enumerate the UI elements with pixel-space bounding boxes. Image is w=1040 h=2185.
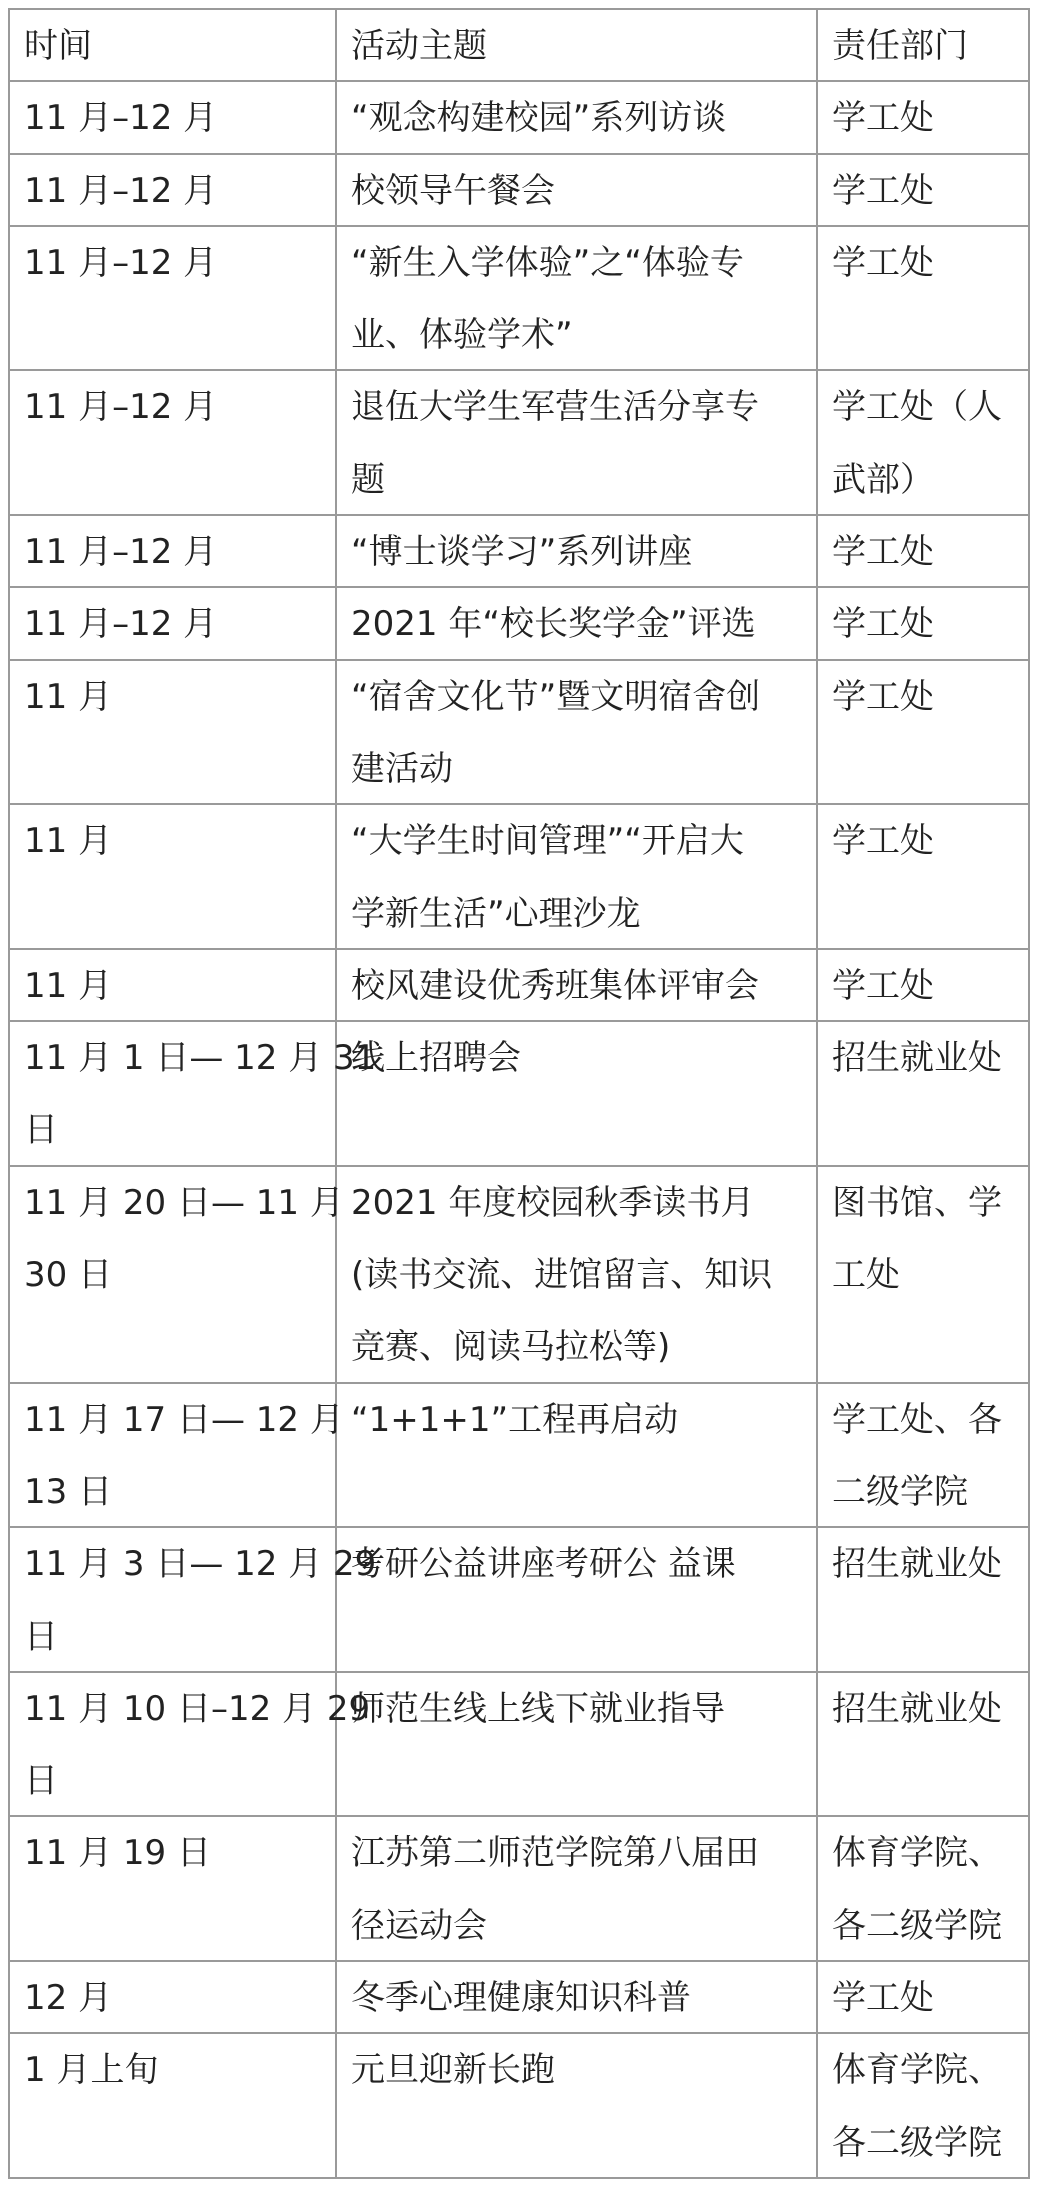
cell-text-line: 师范生线上线下就业指导	[351, 1688, 725, 1729]
cell-text-line: 退伍大学生军营生活分享专	[351, 387, 759, 428]
topic-cell	[337, 1962, 818, 2032]
table-row	[10, 82, 1030, 154]
table-row	[10, 1384, 1030, 1529]
cell-text-line: 11 月 10 日–12 月 29	[24, 1688, 371, 1729]
cell-text-line: 学工处	[832, 676, 934, 717]
time-cell	[10, 950, 337, 1020]
time-cell	[10, 1528, 377, 1671]
cell-text-line: “宿舍文化节”暨文明宿舍创	[351, 676, 761, 717]
time-cell	[10, 371, 337, 514]
table-row	[10, 1167, 1030, 1384]
table-row	[10, 1962, 1030, 2034]
cell-text-line: 江苏第二师范学院第八届田	[351, 1833, 759, 1874]
topic-cell	[337, 950, 818, 1020]
table-row	[10, 516, 1030, 588]
cell-text-line: “大学生时间管理”“开启大	[351, 821, 744, 862]
time-cell	[10, 227, 337, 370]
cell-text-line: 11 月 19 日	[24, 1833, 211, 1874]
topic-cell	[337, 82, 818, 152]
cell-text-line: 11 月–12 月	[24, 532, 218, 573]
cell-text-line: 二级学院	[832, 1471, 968, 1512]
cell-text-line: 11 月	[24, 821, 113, 862]
cell-text-line: 招生就业处	[832, 1544, 1002, 1585]
cell-text-line: 学工处	[832, 821, 934, 862]
header-cell-time	[10, 10, 337, 80]
cell-text-line: 11 月–12 月	[24, 170, 218, 211]
cell-text-line: 30 日	[24, 1255, 113, 1296]
header-cell-department	[818, 10, 1030, 80]
department-cell	[818, 1384, 1030, 1527]
time-cell	[10, 1022, 377, 1165]
cell-text-line: 线上招聘会	[351, 1038, 521, 1079]
department-cell	[818, 371, 1030, 514]
department-cell	[818, 227, 1030, 370]
topic-cell	[337, 371, 818, 514]
table-row	[10, 371, 1030, 516]
topic-cell	[337, 1817, 818, 1960]
time-cell	[10, 1817, 337, 1960]
cell-text-line: 体育学院、	[832, 1833, 1002, 1874]
topic-cell	[337, 588, 818, 658]
topic-cell	[337, 1673, 818, 1816]
cell-text-line: 径运动会	[351, 1905, 487, 1946]
cell-text-line: 2021 年度校园秋季读书月	[351, 1182, 755, 1223]
cell-text-line: (读书交流、进馆留言、知识	[351, 1255, 773, 1296]
table-header-row	[10, 10, 1030, 82]
time-cell	[10, 1384, 344, 1527]
cell-text-line: 2021 年“校长奖学金”评选	[351, 604, 756, 645]
cell-text-line: “博士谈学习”系列讲座	[351, 532, 693, 573]
department-cell	[818, 588, 1030, 658]
cell-text-line: 学新生活”心理沙龙	[351, 893, 641, 934]
topic-cell	[337, 227, 818, 370]
table-row	[10, 805, 1030, 950]
table-row	[10, 1528, 1030, 1673]
cell-text-line: 11 月	[24, 676, 113, 717]
topic-cell	[337, 2034, 818, 2177]
time-cell	[10, 82, 337, 152]
cell-text-line: 图书馆、学	[832, 1182, 1002, 1223]
topic-cell	[337, 1528, 818, 1671]
cell-text-line: 建活动	[351, 748, 453, 789]
cell-text-line: 业、体验学术”	[351, 315, 573, 356]
department-cell	[818, 516, 1030, 586]
table-row	[10, 661, 1030, 806]
cell-text-line: 学工处	[832, 98, 934, 139]
cell-text-line: 招生就业处	[832, 1038, 1002, 1079]
cell-text-line: 工处	[832, 1255, 900, 1296]
cell-text-line: 学工处	[832, 170, 934, 211]
cell-text-line: 校领导午餐会	[351, 170, 555, 211]
topic-cell	[337, 155, 818, 225]
topic-cell	[337, 1022, 818, 1165]
cell-text-line: 11 月	[24, 965, 113, 1006]
cell-text-line: 体育学院、	[832, 2050, 1002, 2091]
topic-cell	[337, 1167, 818, 1382]
department-cell	[818, 1528, 1030, 1671]
table-row	[10, 588, 1030, 660]
table-row	[10, 1673, 1030, 1818]
topic-cell	[337, 661, 818, 804]
cell-text-line: 竞赛、阅读马拉松等)	[351, 1327, 671, 1368]
cell-text-line: 日	[24, 1761, 58, 1802]
department-cell	[818, 950, 1030, 1020]
department-cell	[818, 1817, 1030, 1960]
header-label: 责任部门	[832, 26, 968, 66]
cell-text-line: 学工处（人	[832, 387, 1002, 428]
topic-cell	[337, 1384, 818, 1527]
cell-text-line: 校风建设优秀班集体评审会	[351, 965, 759, 1006]
cell-text-line: 元旦迎新长跑	[351, 2050, 555, 2091]
table-row	[10, 1022, 1030, 1167]
department-cell	[818, 82, 1030, 152]
cell-text-line: 学工处	[832, 532, 934, 573]
time-cell	[10, 516, 337, 586]
time-cell	[10, 155, 337, 225]
department-cell	[818, 1673, 1030, 1816]
topic-cell	[337, 805, 818, 948]
cell-text-line: 招生就业处	[832, 1688, 1002, 1729]
time-cell	[10, 1962, 337, 2032]
cell-text-line: 11 月 3 日— 12 月 29	[24, 1544, 377, 1585]
cell-text-line: 学工处	[832, 1978, 934, 2019]
table-row	[10, 155, 1030, 227]
cell-text-line: “新生入学体验”之“体验专	[351, 242, 744, 283]
department-cell	[818, 1022, 1030, 1165]
activity-schedule-table	[8, 8, 1030, 2179]
table-row	[10, 950, 1030, 1022]
cell-text-line: “观念构建校园”系列访谈	[351, 98, 727, 139]
department-cell	[818, 2034, 1030, 2177]
cell-text-line: 13 日	[24, 1471, 113, 1512]
department-cell	[818, 661, 1030, 804]
cell-text-line: 11 月–12 月	[24, 98, 218, 139]
time-cell	[10, 588, 337, 658]
cell-text-line: 各二级学院	[832, 1905, 1002, 1946]
cell-text-line: 学工处、各	[832, 1399, 1002, 1440]
time-cell	[10, 1673, 371, 1816]
department-cell	[818, 1962, 1030, 2032]
cell-text-line: 各二级学院	[832, 2122, 1002, 2163]
table-row	[10, 1817, 1030, 1962]
header-cell-topic	[337, 10, 818, 80]
table-row	[10, 227, 1030, 372]
time-cell	[10, 661, 337, 804]
cell-text-line: 学工处	[832, 242, 934, 283]
cell-text-line: 冬季心理健康知识科普	[351, 1978, 691, 2019]
header-label: 时间	[24, 26, 92, 66]
cell-text-line: 11 月 20 日— 11 月	[24, 1182, 344, 1223]
cell-text-line: 学工处	[832, 604, 934, 645]
cell-text-line: 11 月 1 日— 12 月 31	[24, 1038, 377, 1079]
cell-text-line: 1 月上旬	[24, 2050, 159, 2091]
time-cell	[10, 805, 337, 948]
cell-text-line: 日	[24, 1110, 58, 1151]
cell-text-line: 武部）	[832, 459, 934, 500]
time-cell	[10, 2034, 337, 2177]
department-cell	[818, 155, 1030, 225]
cell-text-line: 11 月–12 月	[24, 387, 218, 428]
cell-text-line: 11 月–12 月	[24, 242, 218, 283]
department-cell	[818, 1167, 1030, 1382]
cell-text-line: “1+1+1”工程再启动	[351, 1399, 679, 1440]
table-row	[10, 2034, 1030, 2179]
cell-text-line: 考研公益讲座考研公 益课	[351, 1544, 736, 1585]
time-cell	[10, 1167, 344, 1382]
cell-text-line: 学工处	[832, 965, 934, 1006]
cell-text-line: 题	[351, 459, 385, 500]
cell-text-line: 11 月–12 月	[24, 604, 218, 645]
topic-cell	[337, 516, 818, 586]
cell-text-line: 日	[24, 1616, 58, 1657]
cell-text-line: 11 月 17 日— 12 月	[24, 1399, 344, 1440]
header-label: 活动主题	[351, 26, 487, 66]
department-cell	[818, 805, 1030, 948]
cell-text-line: 12 月	[24, 1978, 113, 2019]
